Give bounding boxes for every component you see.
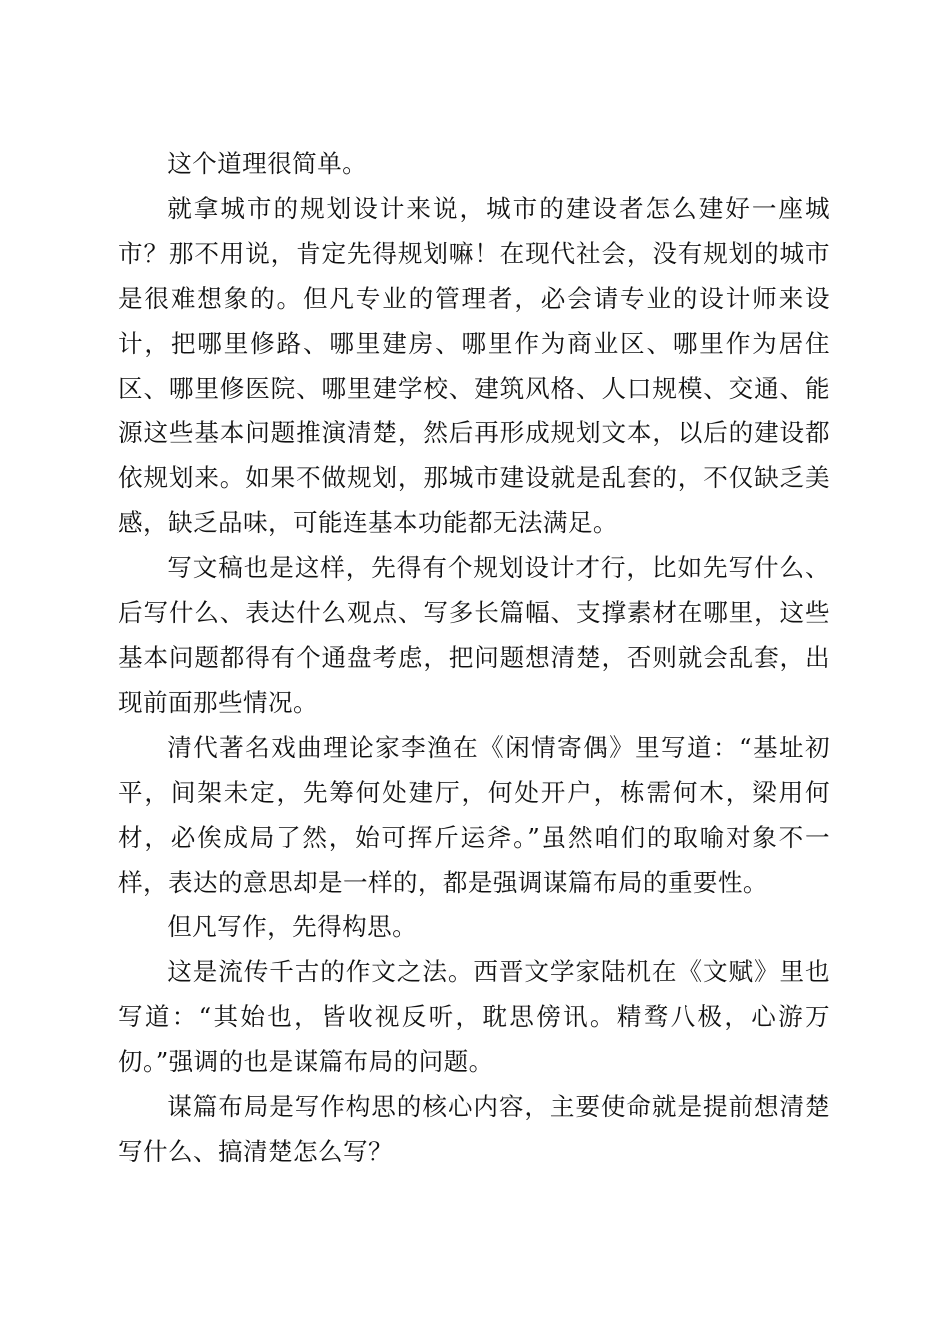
paragraph: 谋篇布局是写作构思的核心内容，主要使命就是提前想清楚写什么、搞清楚怎么写？ — [118, 1092, 830, 1166]
paragraph: 写文稿也是这样，先得有个规划设计才行，比如先写什么、后写什么、表达什么观点、写多长篇幅、支撑素材在哪里，这些基本问题都得有个通盘考虑，把问题想清楚，否则就会乱套，出现前面那些情况。 — [118, 553, 830, 717]
document-body — [118, 142, 830, 1175]
paragraph: 就拿城市的规划设计来说，城市的建设者怎么建好一座城市？那不用说，肯定先得规划嘛！在现代社会，没有规划的城市是很难想象的。但凡专业的管理者，必会请专业的设计师来设计，把哪里修路、哪里建房、哪里作为商业区、哪里作为居住区、哪里修医院、哪里建学校、建筑风格、人口规模、交通、能源这些基本问题推演清楚，然后再形成规划文本，以后的建设都依规划来。如果不做规划，那城市建设就是乱套的，不仅缺乏美感，缺乏品味，可能连基本功能都无法满足。 — [118, 193, 830, 538]
paragraph: 清代著名戏曲理论家李渔在《闲情寄偶》里写道：“基址初平，间架未定，先筹何处建厅，何处开户，栋需何木，梁用何材，必俟成局了然，始可挥斤运斧。”虽然咱们的取喻对象不一样，表达的意思却是一样的，都是强调谋篇布局的重要性。 — [118, 732, 830, 897]
paragraph: 但凡写作，先得构思。 — [167, 912, 418, 942]
paragraph: 这是流传千古的作文之法。西晋文学家陆机在《文赋》里也写道：“其始也，皆收视反听，耽思傍讯。精骛八极，心游万仞。”强调的也是谋篇布局的问题。 — [118, 957, 830, 1077]
paragraph: 这个道理很简单。 — [167, 149, 368, 178]
